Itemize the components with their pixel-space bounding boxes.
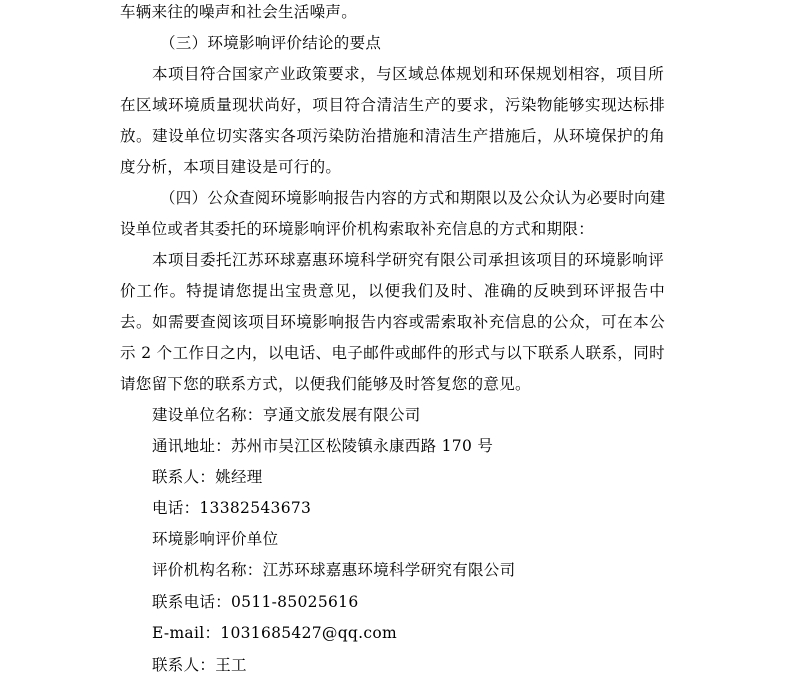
section4-line-4: 示 2 个工作日之内，以电话、电子邮件或邮件的形式与以下联系人联系，同时 bbox=[120, 344, 665, 362]
section3-line-3: 放。建设单位切实落实各项污染防治措施和清洁生产措施后，从环境保护的角 bbox=[120, 127, 665, 145]
eval-unit-heading: 环境影响评价单位 bbox=[152, 530, 279, 548]
eval-org-name: 评价机构名称：江苏环球嘉惠环境科学研究有限公司 bbox=[152, 561, 516, 579]
section4-line-2: 价工作。特提请您提出宝贵意见，以便我们及时、准确的反映到环评报告中 bbox=[120, 282, 665, 300]
section3-line-1: 本项目符合国家产业政策要求，与区域总体规划和环保规划相容，项目所 bbox=[152, 65, 664, 83]
builder-name: 建设单位名称：亨通文旅发展有限公司 bbox=[152, 406, 421, 424]
text-line-noise: 车辆来往的噪声和社会生活噪声。 bbox=[120, 3, 358, 21]
eval-phone: 联系电话：0511-85025616 bbox=[152, 593, 359, 611]
eval-email: E-mail：1031685427@qq.com bbox=[152, 624, 397, 642]
section4-line-1: 本项目委托江苏环球嘉惠环境科学研究有限公司承担该项目的环境影响评 bbox=[152, 251, 664, 269]
section4-heading-line-1: （四）公众查阅环境影响报告内容的方式和期限以及公众认为必要时向建 bbox=[160, 189, 666, 207]
eval-contact: 联系人：王工 bbox=[152, 656, 247, 674]
builder-contact: 联系人：姚经理 bbox=[152, 468, 263, 486]
section4-line-5: 请您留下您的联系方式，以便我们能够及时答复您的意见。 bbox=[120, 375, 531, 393]
builder-address: 通讯地址：苏州市吴江区松陵镇永康西路 170 号 bbox=[152, 437, 494, 455]
section3-heading: （三）环境影响评价结论的要点 bbox=[160, 34, 382, 52]
section3-line-2: 在区域环境质量现状尚好，项目符合清洁生产的要求，污染物能够实现达标排 bbox=[120, 96, 665, 114]
builder-phone: 电话：13382543673 bbox=[152, 499, 312, 517]
section3-line-4: 度分析，本项目建设是可行的。 bbox=[120, 158, 342, 176]
section4-heading-line-2: 设单位或者其委托的环境影响评价机构索取补充信息的方式和期限： bbox=[120, 220, 595, 238]
section4-line-3: 去。如需要查阅该项目环境影响报告内容或需索取补充信息的公众，可在本公 bbox=[120, 313, 665, 331]
